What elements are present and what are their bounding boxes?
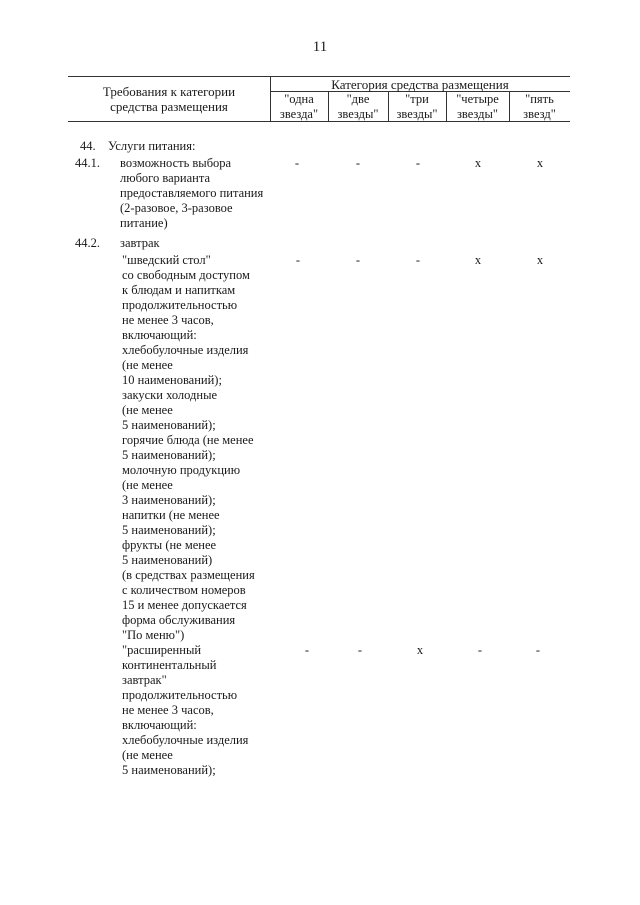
mark-one-star: - <box>294 156 300 170</box>
row-number: 44.2. <box>75 236 100 250</box>
mark-four-stars: - <box>477 643 483 657</box>
category-three-stars: "три звезды" <box>396 92 438 121</box>
page-number: 11 <box>312 39 328 55</box>
mark-four-stars: x <box>474 156 482 170</box>
row-text: Услуги питания: <box>108 139 196 153</box>
category-two-stars: "две звезды" <box>337 92 379 121</box>
mark-five-stars: x <box>536 253 544 267</box>
mark-five-stars: - <box>535 643 541 657</box>
mark-four-stars: x <box>474 253 482 267</box>
mark-two-stars: - <box>355 253 361 267</box>
category-four-stars: "четыре звезды" <box>456 92 499 121</box>
mark-one-star: - <box>304 643 310 657</box>
mark-three-stars: - <box>415 253 421 267</box>
continental-description: "расширенный континентальный завтрак" продолжительностью не менее 3 часов, включающий: хлебобулочные изделия (не менее 5 наименований); <box>122 643 249 777</box>
row-number: 44.1. <box>75 156 100 170</box>
mark-one-star: - <box>295 253 301 267</box>
row-text: завтрак <box>120 236 160 250</box>
mark-three-stars: - <box>415 156 421 170</box>
mark-two-stars: - <box>357 643 363 657</box>
category-header: Категория средства размещения <box>331 77 509 92</box>
row-number: 44. <box>80 139 96 153</box>
mark-five-stars: x <box>536 156 544 170</box>
row-text: возможность выбора любого варианта предоставляемого питания (2-разовое, 3-разовое питание) <box>120 156 264 230</box>
category-one-star: "одна звезда" <box>279 92 319 121</box>
category-five-stars: "пять звезд" <box>523 92 556 121</box>
mark-two-stars: - <box>355 156 361 170</box>
requirements-header: Требования к категории средства размещения <box>102 84 236 114</box>
mark-three-stars: x <box>416 643 424 657</box>
buffet-description: "шведский стол" со свободным доступом к блюдам и напиткам продолжительностью не менее 3 часов, включающий: хлебобулочные изделия (не менее 10 наименований); закуски холодные (не менее 5 наименований); горячие блюда (не менее 5 наименований); молочную продукцию (не менее 3 наименований); напитки (не менее 5 наименований); фрукты (не менее 5 наименований) (в средствах размещения с количеством номеров 15 и менее допускается форма обслуживания "По меню") <box>122 253 255 642</box>
